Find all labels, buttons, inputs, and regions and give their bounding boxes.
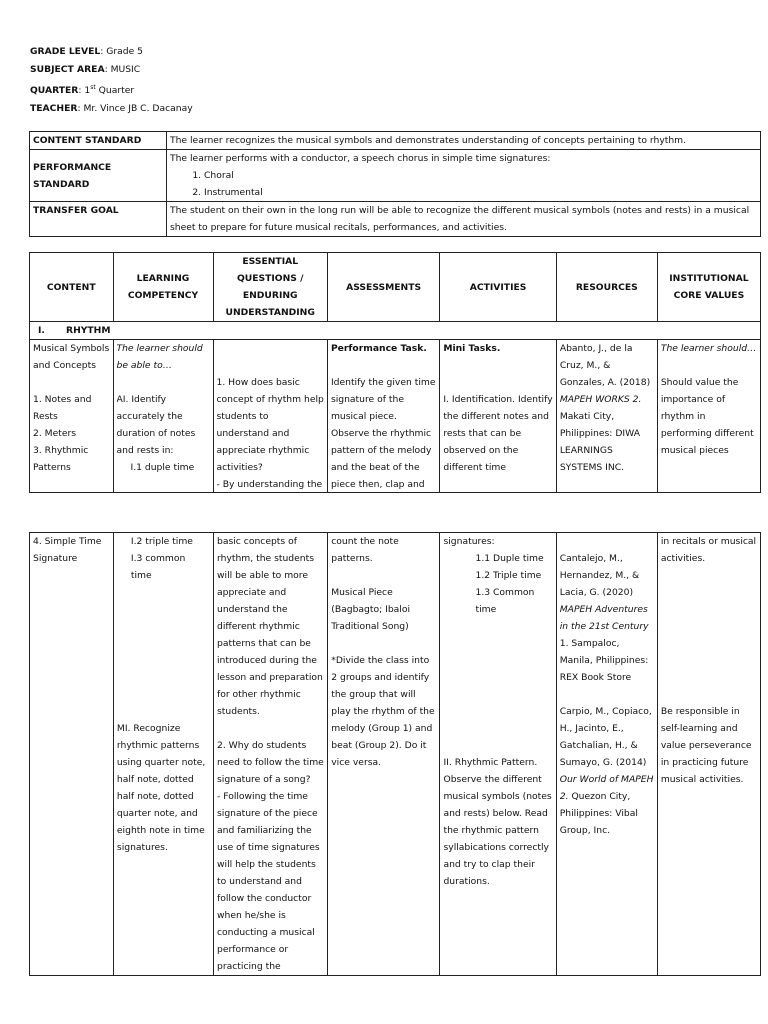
enduring-understanding: - Following the time signature of the piece and familiarizing the use of time signatures will help the students to understand and follow the conductor when he/she is conducting a musical performance or practicing the: [217, 791, 320, 972]
quarter: QUARTER: 1st Quarter: [30, 84, 135, 97]
resources-cell: [556, 340, 657, 493]
resource-citation: Cantalejo, M., Hernandez, M., & Lacia, G. (2020): [559, 553, 640, 598]
list-item: 1.3 Common time: [475, 587, 535, 615]
competency-cell: [113, 340, 213, 493]
resources-cell: [556, 533, 657, 976]
resource-citation: Carpio, M., Copiaco, H., Jacinto, E., Gatchalian, H., & Sumayo, G. (2014): [559, 706, 652, 768]
resource-citation: Abanto, J., de la Cruz, M., & Gonzales, A. (2018): [559, 343, 651, 388]
content-item: 1. Notes and Rests: [33, 394, 92, 422]
content-standard-text: The learner recognizes the musical symbols and demonstrates understanding of concepts pertaining to rhythm.: [167, 132, 761, 150]
section-row-rhythm: [30, 322, 761, 340]
list-item: 1.2 Triple time: [475, 570, 542, 581]
header-row: [30, 253, 761, 322]
header-resources: RESOURCES: [556, 253, 657, 322]
header-activities: ACTIVITIES: [440, 253, 557, 322]
performance-standard-label: PERFORMANCE STANDARD: [30, 150, 167, 202]
grade-level: GRADE LEVEL: Grade 5: [30, 46, 143, 57]
competency-cell: [113, 533, 213, 976]
performance-standard-cell: [167, 150, 761, 202]
performance-standard-row: [30, 150, 761, 202]
section-title: I. RHYTHM: [30, 322, 761, 340]
content-topic: Musical Symbols and Concepts: [33, 343, 110, 371]
enduring-understanding: - By understanding the: [216, 479, 323, 490]
table-row: [30, 533, 761, 976]
content-standard-row: [30, 132, 761, 150]
standards-table: [29, 131, 761, 237]
competency-subitem: I.1 duple time: [130, 462, 195, 473]
subject-area: SUBJECT AREA: MUSIC: [30, 64, 141, 75]
performance-standard-text: The learner performs with a conductor, a speech chorus in simple time signatures:: [170, 153, 551, 164]
transfer-goal-text: The student on their own in the long run will be able to recognize the different musical symbols (notes and rests) in a musical sheet to prepare for future musical recitals, performances, and activities.: [167, 202, 761, 237]
values-cell: [657, 533, 760, 976]
activity-title: Mini Tasks.: [443, 343, 501, 354]
resource-title: Our World of MAPEH 2.: [559, 774, 654, 802]
assessment-text: count the note patterns.: [331, 536, 399, 564]
activity-text: II. Rhythmic Pattern. Observe the different musical symbols (notes and rests) below. Read the rhythmic pattern syllabications correctly and try to clap their durations.: [443, 757, 552, 887]
header-assessments: ASSESSMENTS: [327, 253, 439, 322]
resource-publisher: 1. Sampaloc, Manila, Philippines: REX Book Store: [559, 638, 649, 683]
header-questions: ESSENTIAL QUESTIONS / ENDURING UNDERSTANDING: [213, 253, 327, 322]
resource-title: MAPEH Adventures in the 21st Century: [559, 604, 649, 632]
activity-text: I. Identification. Identify the different notes and rests that can be observed on the different time: [443, 394, 553, 473]
values-text: Should value the importance of rhythm in performing different musical pieces: [660, 377, 754, 456]
essential-question: 2. Why do students need to follow the time signature of a song?: [217, 740, 324, 785]
competency-subitem: I.2 triple time: [130, 536, 193, 547]
transfer-goal-label: TRANSFER GOAL: [30, 202, 167, 237]
performance-list: [170, 167, 757, 201]
content-item: 4. Simple Time Signature: [33, 536, 102, 564]
assessments-cell: [328, 533, 440, 976]
resource-publisher: Makati City, Philippines: DIWA LEARNINGS SYSTEMS INC.: [559, 411, 640, 473]
resource-publisher: Quezon City, Philippines: Vibal Group, Inc.: [559, 791, 638, 836]
activity-text: signatures:: [443, 536, 495, 547]
assessments-cell: [327, 340, 439, 493]
values-text: in recitals or musical activities.: [660, 536, 757, 564]
resource-title: MAPEH WORKS 2.: [559, 394, 642, 405]
competency-item: MI. Recognize rhythmic patterns using quarter note, half note, dotted half note, dotted quarter note, and eighth note in time signatures.: [116, 723, 206, 853]
teacher: TEACHER: Mr. Vince JB C. Dacanay: [30, 103, 193, 115]
assessment-piece: Musical Piece (Bagbagto; Ibaloi Traditional Song): [331, 587, 411, 632]
document-header: [30, 43, 193, 118]
assessment-instructions: *Divide the class into 2 groups and identify the group that will play the rhythm of the melody (Group 1) and beat (Group 2). Do it vice versa.: [331, 655, 435, 768]
values-text: Be responsible in self-learning and value perseverance in practicing future musical activities.: [660, 706, 752, 785]
assessment-title: Performance Task.: [330, 343, 427, 354]
values-cell: [657, 340, 760, 493]
list-item: 1. Choral: [204, 167, 757, 184]
values-intro: The learner should…: [660, 343, 757, 354]
content-item: 3. Rhythmic Patterns: [33, 445, 89, 473]
content-cell: [30, 340, 114, 493]
enduring-understanding: basic concepts of rhythm, the students will be able to more appreciate and understand the different rhythmic patterns that can be introduced during the lesson and preparation for other rhythmic students.: [217, 536, 323, 717]
questions-cell: [214, 533, 328, 976]
header-values: INSTITUTIONAL CORE VALUES: [657, 253, 760, 322]
activities-cell: [440, 533, 556, 976]
essential-question: 1. How does basic concept of rhythm help students to understand and appreciate rhythmic activities?: [216, 377, 324, 473]
list-item: 1.1 Duple time: [475, 553, 544, 564]
table-row: [30, 340, 761, 493]
curriculum-table-page-1: [29, 252, 761, 493]
content-standard-label: CONTENT STANDARD: [30, 132, 167, 150]
competency-item: AI. Identify accurately the duration of notes and rests in:: [116, 394, 196, 456]
content-item: 2. Meters: [33, 428, 77, 439]
content-cell: [30, 533, 114, 976]
curriculum-table-page-2: [29, 532, 761, 976]
header-competency: LEARNING COMPETENCY: [113, 253, 213, 322]
header-content: CONTENT: [30, 253, 114, 322]
competency-subitem: I.3 common time: [130, 553, 186, 581]
list-item: 2. Instrumental: [204, 184, 757, 201]
activities-cell: [440, 340, 557, 493]
competency-intro: The learner should be able to…: [116, 343, 203, 371]
transfer-goal-row: [30, 202, 761, 237]
questions-cell: [213, 340, 327, 493]
assessment-text: Identify the given time signature of the musical piece. Observe the rhythmic pattern of the melody and the beat of the piece then, clap and: [330, 377, 436, 490]
